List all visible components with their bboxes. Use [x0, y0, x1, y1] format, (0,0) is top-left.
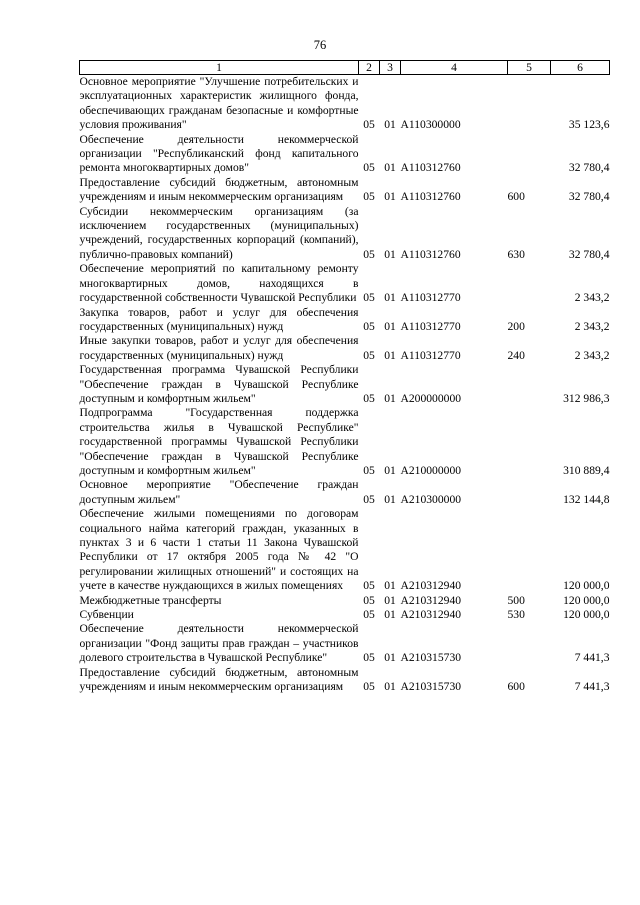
table-row [80, 608, 610, 622]
row-amount-cell: 120 000,0 [563, 593, 610, 607]
row-target-article-cell: A110312770 [400, 319, 461, 333]
row-section-cell: 05 [363, 118, 375, 132]
budget-table [79, 60, 610, 694]
row-section-cell: 05 [363, 680, 375, 694]
table-row [80, 363, 610, 406]
row-section-cell: 05 [363, 651, 375, 665]
row-expense-type-cell [508, 133, 551, 176]
row-target-article-cell: A110312760 [400, 247, 461, 261]
row-name-cell: Обеспечение деятельности некоммерческой организации "Фонд защиты прав граждан – участников долевого строительства в Чувашской Республике" [79, 622, 359, 665]
row-target-article-cell: A210000000 [400, 463, 462, 477]
row-expense-type-cell: 200 [507, 319, 525, 333]
row-amount-cell: 120 000,0 [563, 608, 610, 622]
row-subsection-cell: 01 [384, 463, 396, 477]
column-header: 5 [508, 61, 551, 75]
row-target-article-cell: A110312770 [400, 348, 461, 362]
row-name-cell: Иные закупки товаров, работ и услуг для обеспечения государственных (муниципальных) нужд [79, 334, 359, 362]
row-target-article-cell: A110312760 [400, 161, 461, 175]
row-target-article-cell: A210315730 [400, 680, 462, 694]
row-amount-cell: 32 780,4 [568, 161, 610, 175]
row-expense-type-cell [508, 478, 551, 507]
row-subsection-cell: 01 [384, 680, 396, 694]
row-amount-cell: 7 441,3 [574, 651, 610, 665]
row-subsection-cell: 01 [384, 492, 396, 506]
column-header: 1 [80, 61, 359, 75]
row-section-cell: 05 [363, 319, 375, 333]
row-target-article-cell: A110312760 [400, 190, 461, 204]
row-subsection-cell: 01 [384, 319, 396, 333]
table-row [80, 306, 610, 335]
row-name-cell: Обеспечение жилыми помещениями по договорам социального найма категорий граждан, указанных в пунктах 3 и 6 части 1 статьи 11 Закона Чувашской Республики от 17 октября 2005 года № 42 "О регулировании жилищных отношений" и состоящих на учете в качестве нуждающихся в жилых помещениях [79, 507, 359, 593]
row-section-cell: 05 [363, 247, 375, 261]
row-subsection-cell: 01 [384, 291, 396, 305]
row-name-cell: Субвенции [79, 608, 134, 622]
row-amount-cell: 2 343,2 [574, 291, 610, 305]
row-subsection-cell: 01 [384, 348, 396, 362]
row-target-article-cell: A200000000 [400, 391, 462, 405]
row-name-cell: Субсидии некоммерческим организациям (за исключением государственных (муниципальных) учреждений, государственных корпораций (компаний), публично-правовых компаний) [79, 204, 359, 261]
row-name-cell: Основное мероприятие "Улучшение потребительских и эксплуатационных характеристик жилищного фонда, обеспечивающих гражданам безопасные и комфортные условия проживания" [79, 75, 359, 132]
row-amount-cell: 2 343,2 [574, 319, 610, 333]
column-header: 3 [380, 61, 401, 75]
row-subsection-cell: 01 [384, 651, 396, 665]
row-section-cell: 05 [363, 579, 375, 593]
row-section-cell: 05 [363, 161, 375, 175]
row-subsection-cell: 01 [384, 161, 396, 175]
table-row [80, 622, 610, 665]
row-name-cell: Обеспечение мероприятий по капитальному ремонту многоквартирных домов, находящихся в государственной собственности Чувашской Республики [79, 262, 359, 305]
row-section-cell: 05 [363, 291, 375, 305]
row-amount-cell: 310 889,4 [563, 463, 610, 477]
row-section-cell: 05 [363, 463, 375, 477]
row-section-cell: 05 [363, 348, 375, 362]
row-amount-cell: 32 780,4 [568, 190, 610, 204]
row-expense-type-cell [508, 507, 551, 593]
table-row [80, 594, 610, 608]
row-subsection-cell: 01 [384, 391, 396, 405]
table-row [80, 205, 610, 263]
row-subsection-cell: 01 [384, 118, 396, 132]
row-target-article-cell: A210312940 [400, 579, 462, 593]
table-row [80, 334, 610, 363]
row-amount-cell: 32 780,4 [568, 247, 610, 261]
row-target-article-cell: A210315730 [400, 651, 462, 665]
row-section-cell: 05 [363, 391, 375, 405]
row-subsection-cell: 01 [384, 190, 396, 204]
row-expense-type-cell: 240 [507, 348, 525, 362]
row-expense-type-cell [508, 363, 551, 406]
table-row [80, 406, 610, 478]
table-row [80, 133, 610, 176]
row-amount-cell: 132 144,8 [563, 492, 610, 506]
page-number: 76 [313, 38, 327, 52]
row-amount-cell: 120 000,0 [563, 579, 610, 593]
row-section-cell: 05 [363, 492, 375, 506]
row-expense-type-cell [508, 262, 551, 305]
row-expense-type-cell: 530 [507, 608, 525, 622]
row-section-cell: 05 [363, 190, 375, 204]
row-section-cell: 05 [363, 608, 375, 622]
row-expense-type-cell [508, 406, 551, 478]
row-name-cell: Межбюджетные трансферты [79, 593, 222, 607]
table-row [80, 666, 610, 695]
table-header-row [80, 61, 610, 75]
row-target-article-cell: A210300000 [400, 492, 462, 506]
row-name-cell: Подпрограмма "Государственная поддержка строительства жилья в Чувашской Республике" государственной программы Чувашской Республики "Обеспечение граждан в Чувашской Республике доступным и комфортным жильем" [79, 406, 359, 477]
row-target-article-cell: A110312770 [400, 291, 461, 305]
row-amount-cell: 2 343,2 [574, 348, 610, 362]
row-name-cell: Закупка товаров, работ и услуг для обеспечения государственных (муниципальных) нужд [79, 305, 359, 333]
row-expense-type-cell [508, 75, 551, 133]
row-amount-cell: 35 123,6 [568, 118, 610, 132]
row-name-cell: Обеспечение деятельности некоммерческой организации "Республиканский фонд капитального ремонта многоквартирных домов" [79, 132, 359, 175]
row-target-article-cell: A210312940 [400, 608, 462, 622]
row-expense-type-cell: 600 [507, 680, 525, 694]
row-name-cell: Предоставление субсидий бюджетным, автономным учреждениям и иным некоммерческим организациям [79, 175, 359, 204]
row-subsection-cell: 01 [384, 608, 396, 622]
row-expense-type-cell: 600 [507, 190, 525, 204]
row-section-cell: 05 [363, 593, 375, 607]
row-expense-type-cell: 500 [507, 593, 525, 607]
table-row [80, 75, 610, 133]
row-name-cell: Предоставление субсидий бюджетным, автономным учреждениям и иным некоммерческим организациям [79, 665, 359, 694]
row-target-article-cell: A110300000 [400, 118, 461, 132]
row-expense-type-cell [508, 622, 551, 665]
column-header: 4 [401, 61, 508, 75]
table-row [80, 507, 610, 593]
column-header: 6 [551, 61, 610, 75]
table-row [80, 176, 610, 205]
row-subsection-cell: 01 [384, 247, 396, 261]
row-target-article-cell: A210312940 [400, 593, 462, 607]
row-name-cell: Основное мероприятие "Обеспечение граждан доступным жильем" [79, 478, 359, 506]
row-subsection-cell: 01 [384, 579, 396, 593]
table-row [80, 262, 610, 305]
table-row [80, 478, 610, 507]
row-subsection-cell: 01 [384, 593, 396, 607]
row-name-cell: Государственная программа Чувашской Республики "Обеспечение граждан в Чувашской Республике доступным и комфортным жильем" [79, 363, 359, 405]
row-amount-cell: 7 441,3 [574, 680, 610, 694]
row-expense-type-cell: 630 [507, 247, 525, 261]
row-amount-cell: 312 986,3 [563, 391, 610, 405]
column-header: 2 [359, 61, 380, 75]
